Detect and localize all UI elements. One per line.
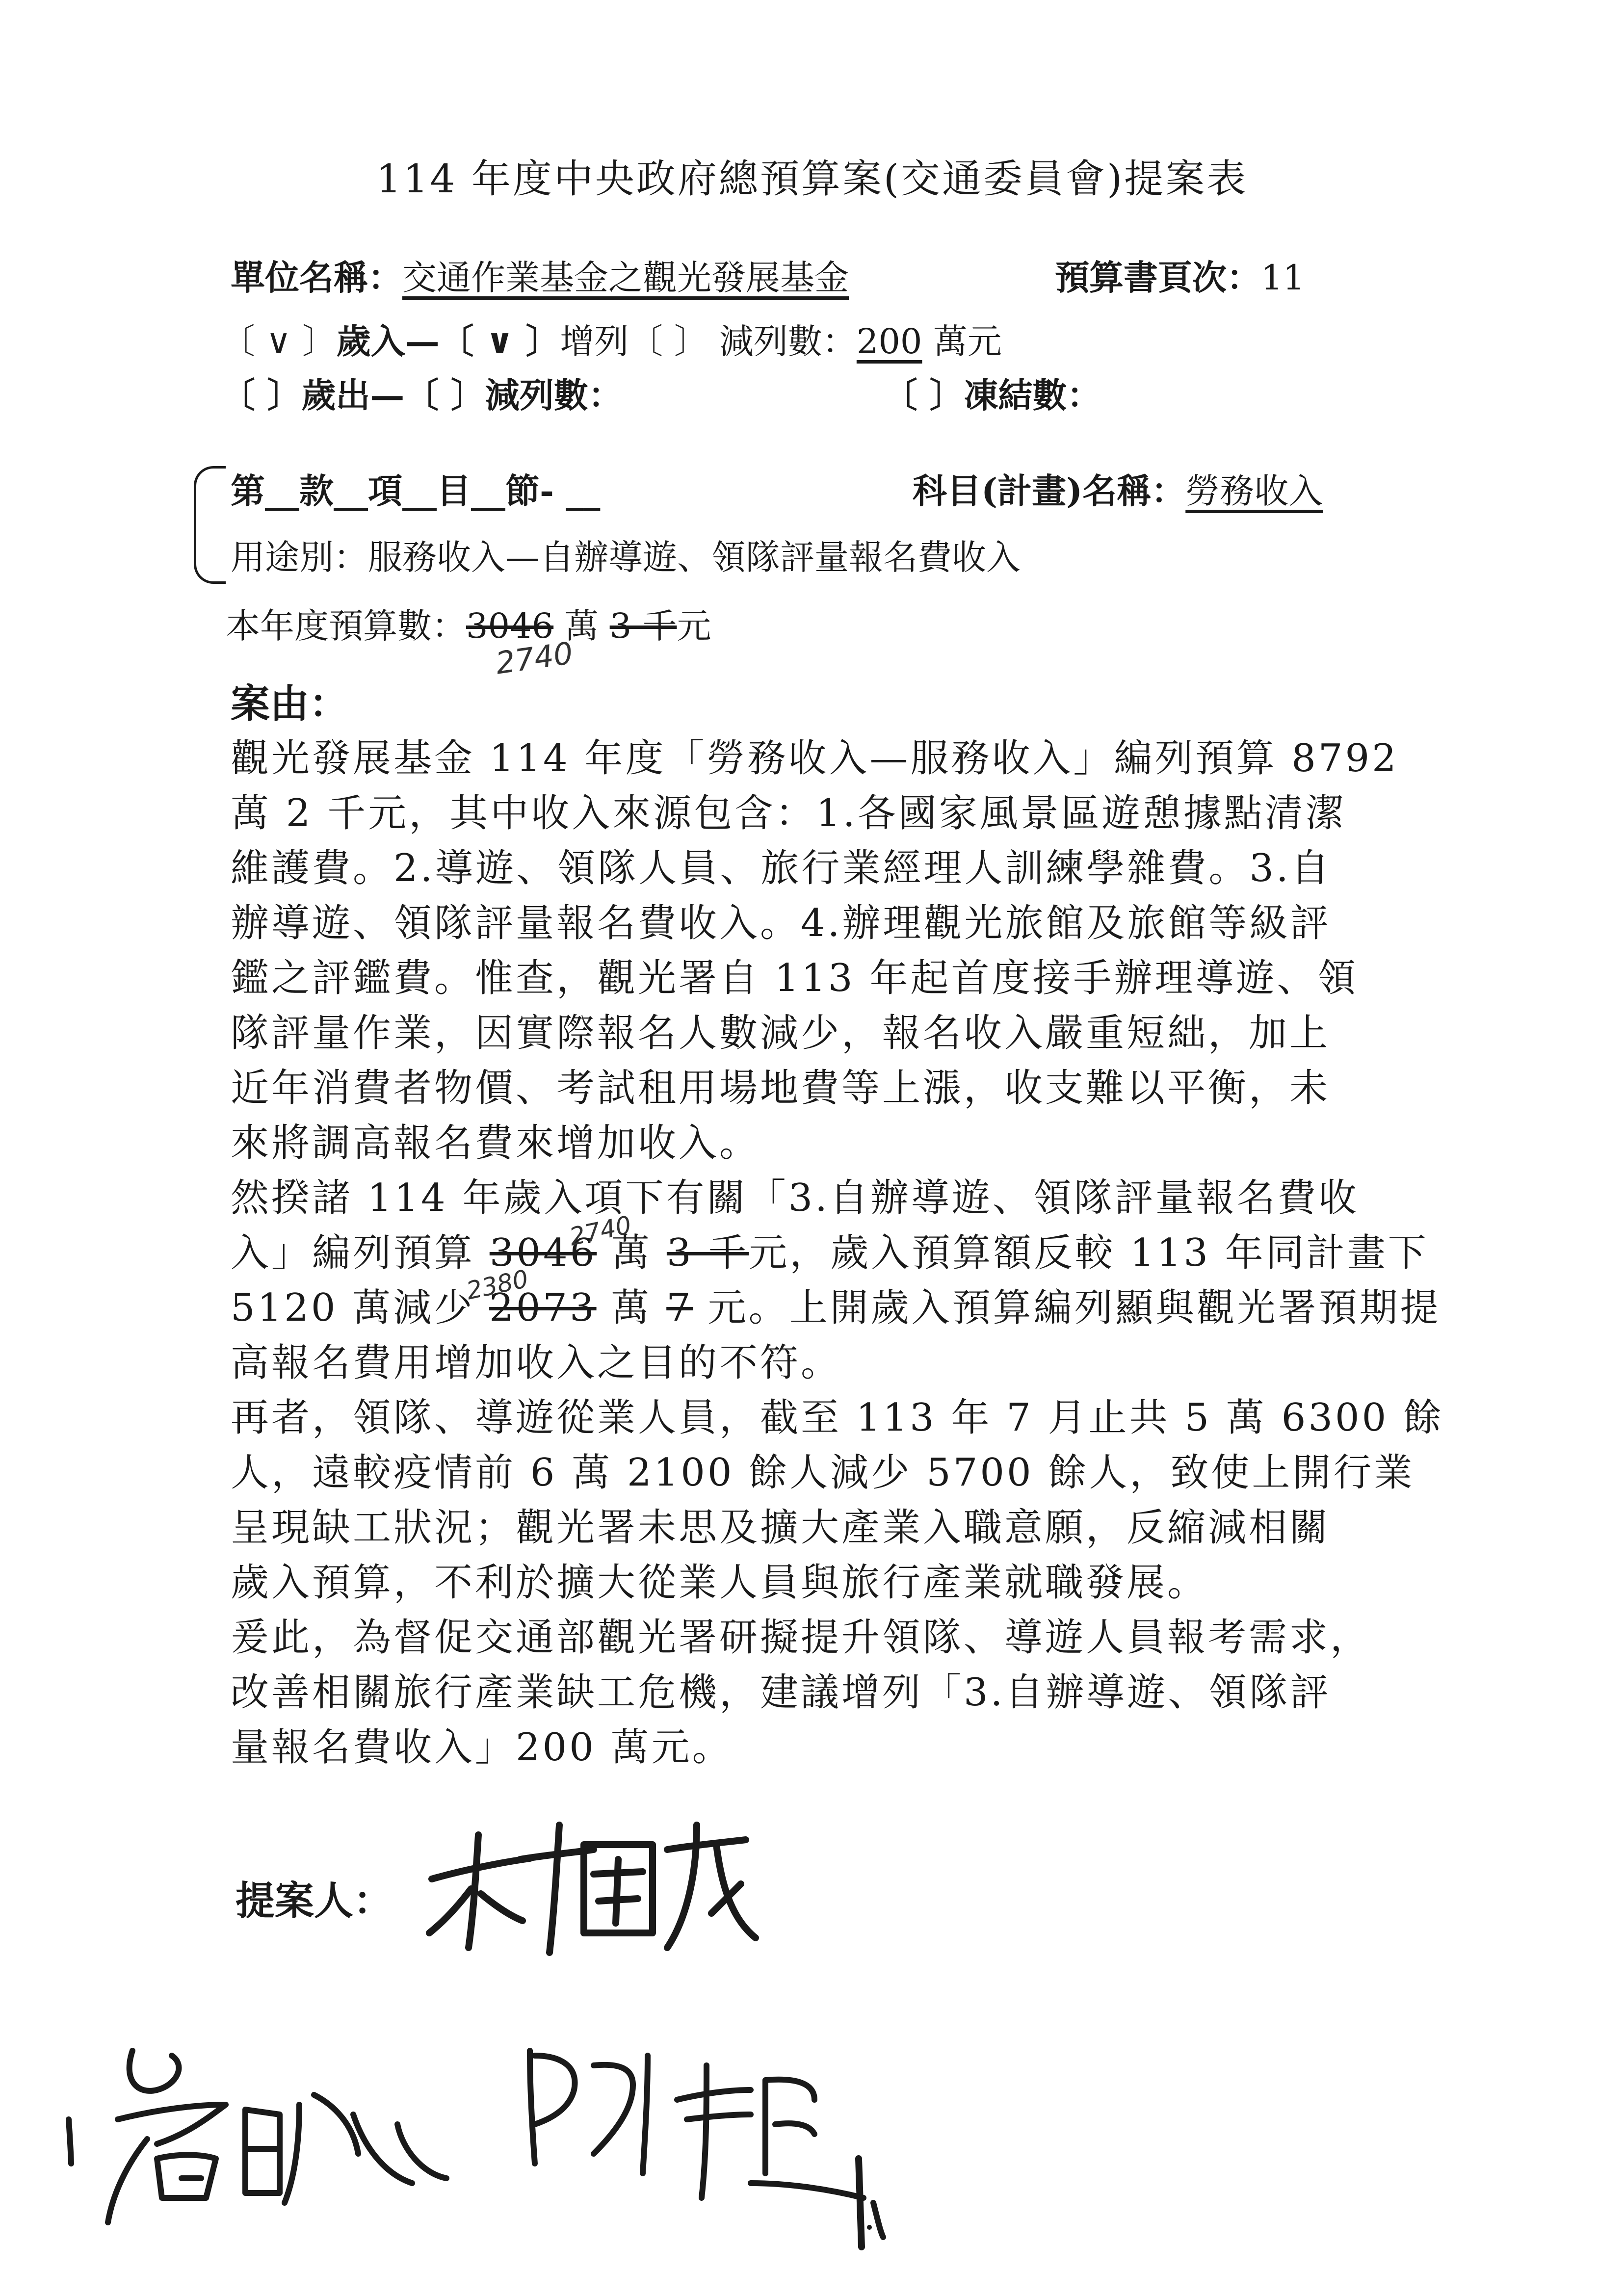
revenue-increase-label: 增列〔 〕 減列數： xyxy=(560,321,857,362)
revenue-unit: 萬元 xyxy=(922,321,1002,362)
p1-line: 萬 2 千元，其中收入來源包含：1.各國家風景區遊憩據點清潔 xyxy=(231,791,1346,835)
p1-line: 隊評量作業，因實際報名人數減少，報名收入嚴重短絀，加上 xyxy=(231,1011,1331,1055)
budget-struck: 3 千 xyxy=(609,606,677,646)
page-value: 11 xyxy=(1261,258,1305,298)
budget-prefix: 本年度預算數： xyxy=(226,606,466,646)
p2-line: 然揆諸 114 年歲入項下有關「3.自辦導遊、領隊評量報名費收 xyxy=(231,1176,1359,1220)
revenue-amount: 200 xyxy=(856,321,922,362)
p2-handwritten-2: 2380 xyxy=(464,1264,531,1305)
item-bracket xyxy=(194,466,226,584)
budget-row xyxy=(226,599,711,648)
p3-line: 人，遠較疫情前 6 萬 2100 餘人減少 5700 餘人，致使上開行業 xyxy=(231,1451,1415,1495)
reason-paragraph-1 xyxy=(231,731,1433,1171)
section-label: 第__款__項__目__節- __ xyxy=(231,470,601,511)
p4-line: 爰此，為督促交通部觀光署研擬提升領隊、導遊人員報考需求， xyxy=(231,1616,1371,1660)
budget-number: 3046 xyxy=(466,606,554,646)
revenue-check: 〔 ∨ 〕 xyxy=(221,321,337,362)
signature-third xyxy=(520,2036,893,2242)
budget-handwritten: 2740 xyxy=(493,635,576,681)
p2-l3-mid: 萬 xyxy=(596,1286,667,1330)
budget-suffix: 元 xyxy=(677,606,711,646)
signature-main xyxy=(422,1815,765,1962)
reason-paragraph-3 xyxy=(231,1390,1444,1610)
page-title: 114 年度中央政府總預算案(交通委員會)提案表 xyxy=(376,156,1248,202)
reason-paragraph-4 xyxy=(231,1610,1433,1775)
p2-l2-mid: 萬 xyxy=(597,1231,667,1275)
usage-line: 用途別：服務收入—自辦導遊、領隊評量報名費收入 xyxy=(231,537,1021,577)
p2-l2-struck: 3 千 xyxy=(666,1231,749,1275)
unit-label: 單位名稱： xyxy=(231,257,402,298)
p2-l2-num: 3046 xyxy=(489,1231,597,1275)
subject-row xyxy=(913,464,1323,513)
reason-paragraph-2 xyxy=(231,1171,1441,1390)
p3-line: 再者，領隊、導遊從業人員，截至 113 年 7 月止共 5 萬 6300 餘 xyxy=(231,1396,1444,1440)
page-label: 預算書頁次： xyxy=(1055,257,1261,298)
p1-line: 鑑之評鑑費。惟查，觀光署自 113 年起首度接手辦理導遊、領 xyxy=(231,956,1359,1000)
budget-mid: 萬 xyxy=(553,606,610,646)
p2-l3-struck: 7 xyxy=(666,1286,693,1330)
p1-line: 維護費。2.導遊、領隊人員、旅行業經理人訓練學雜費。3.自 xyxy=(231,846,1332,890)
unit-name: 交通作業基金之觀光發展基金 xyxy=(402,258,849,298)
signature-second xyxy=(59,2036,461,2242)
revenue-label: 歲入—〔 ∨ 〕 xyxy=(336,321,560,362)
p3-line: 呈現缺工狀況；觀光署未思及擴大產業入職意願，反縮減相關 xyxy=(231,1506,1331,1550)
p2-l3-a: 5120 萬減少 xyxy=(231,1286,490,1330)
p3-line: 歲入預算，不利於擴大從業人員與旅行產業就職發展。 xyxy=(231,1561,1208,1605)
unit-row xyxy=(231,250,849,300)
freeze-label: 〔 〕凍結數： xyxy=(883,375,1101,416)
p1-line: 近年消費者物價、考試租用場地費等上漲，收支難以平衡，未 xyxy=(231,1066,1331,1110)
subject-value: 勞務收入 xyxy=(1185,471,1323,511)
p2-l2-b: 元，歲入預算額反較 113 年同計畫下 xyxy=(749,1231,1429,1275)
expense-label: 〔 〕歲出—〔 〕減列數： xyxy=(221,375,623,416)
p2-handwritten-1: 2740 xyxy=(567,1210,634,1252)
tick-mark xyxy=(844,2154,873,2252)
p4-line: 量報名費收入」200 萬元。 xyxy=(231,1725,733,1770)
subject-label: 科目(計畫)名稱： xyxy=(913,470,1186,511)
freeze-row xyxy=(883,368,1101,417)
reason-heading: 案由： xyxy=(231,680,348,727)
p2-l3-num: 2073 xyxy=(489,1286,597,1330)
p2-line xyxy=(231,1280,1441,1335)
p2-line xyxy=(231,1226,1433,1280)
p2-l2-a: 入」編列預算 xyxy=(231,1231,490,1275)
p4-line: 改善相關旅行產業缺工危機，建議增列「3.自辦導遊、領隊評 xyxy=(231,1670,1331,1715)
budget-page-row xyxy=(1055,250,1305,300)
p1-line: 辦導遊、領隊評量報名費收入。4.辦理觀光旅館及旅館等級評 xyxy=(231,901,1331,945)
p2-l3-b: 元。上開歲入預算編列顯與觀光署預期提 xyxy=(693,1286,1441,1330)
p1-line: 觀光發展基金 114 年度「勞務收入—服務收入」編列預算 8792 xyxy=(231,736,1399,781)
p1-line: 來將調高報名費來增加收入。 xyxy=(231,1121,760,1165)
revenue-row xyxy=(221,314,1002,364)
proposer-label: 提案人： xyxy=(236,1878,393,1924)
expense-row xyxy=(221,368,623,417)
p2-line: 高報名費用增加收入之目的不符。 xyxy=(231,1341,842,1385)
